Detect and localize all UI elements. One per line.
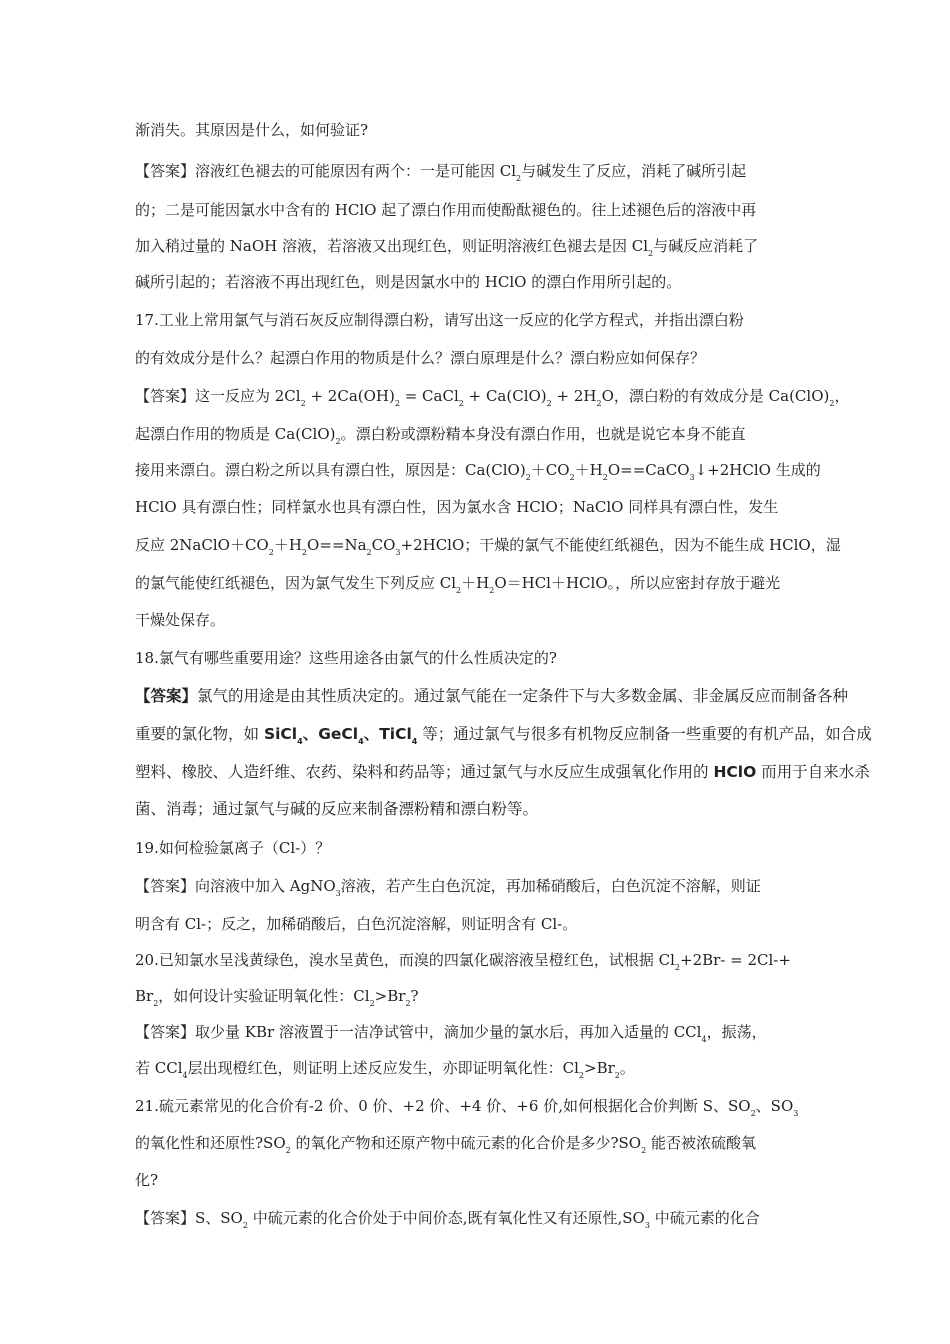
line-text: + 2Ca(OH) bbox=[305, 387, 395, 405]
subscript: 4 bbox=[358, 737, 364, 746]
line-text: 氯气的用途是由其性质决定的。通过氯气能在一定条件下与大多数金属、非金属反应而制备各种 bbox=[197, 687, 849, 705]
answer-tag: 【答案】 bbox=[135, 687, 198, 705]
line-text: 19.如何检验氯离子（Cl-）？ bbox=[135, 839, 331, 857]
line-text: ＋CO bbox=[530, 461, 570, 479]
subscript: 2 bbox=[602, 473, 608, 482]
answer-line bbox=[135, 161, 825, 181]
subscript: 2 bbox=[301, 548, 308, 557]
line-text: 层出现橙红色，则证明上述反应发生，亦即证明氧化性：Cl bbox=[187, 1059, 579, 1077]
line-text: 若 CCl bbox=[135, 1059, 183, 1077]
subscript: 2 bbox=[546, 399, 552, 408]
subscript: 3 bbox=[793, 1109, 799, 1118]
line-text: ， bbox=[834, 387, 850, 405]
answer-line bbox=[135, 876, 825, 896]
text-line bbox=[135, 762, 870, 782]
line-text: 与碱发生了反应，消耗了碱所引起 bbox=[521, 162, 747, 180]
subscript: 2 bbox=[242, 1221, 248, 1230]
question-line bbox=[135, 950, 825, 970]
answer-line bbox=[135, 386, 850, 408]
line-text: ＋H bbox=[273, 536, 302, 554]
line-text: O＝HCl＋HClO。，所以应密封存放于避光 bbox=[494, 574, 781, 592]
subscript: 2 bbox=[569, 473, 575, 482]
text-line bbox=[135, 120, 825, 140]
line-text: 的；二是可能因氯水中含有的 HClO 起了漂白作用而使酚酞褪色的。往上述褪色后的溶液中再 bbox=[135, 201, 757, 219]
line-text: 21.硫元素常见的化合价有-2 价、0 价、+2 价、+4 价、+6 价,如何根据化合价判断 S、SO bbox=[135, 1097, 751, 1115]
line-text: ＋H bbox=[461, 574, 490, 592]
line-text: ↓+2HClO 生成的 bbox=[694, 461, 821, 479]
line-text: 的氧化产物和还原产物中硫元素的化合价是多少?SO bbox=[290, 1134, 642, 1152]
line-text: 化? bbox=[135, 1171, 159, 1189]
line-text: 明含有 Cl-；反之，加稀硝酸后，白色沉淀溶解，则证明含有 Cl-。 bbox=[135, 915, 578, 933]
line-text: 【答案】S、SO bbox=[135, 1209, 243, 1227]
subscript: 4 bbox=[297, 737, 303, 746]
subscript: 2 bbox=[366, 548, 372, 557]
subscript: 2 bbox=[458, 399, 464, 408]
text-line bbox=[135, 1133, 825, 1153]
line-text: 加入稍过量的 NaOH 溶液，若溶液又出现红色，则证明溶液红色褪去是因 Cl bbox=[135, 237, 649, 255]
subscript: 3 bbox=[644, 1221, 650, 1230]
line-text: >Br bbox=[584, 1059, 615, 1077]
line-text: 干燥处保存。 bbox=[135, 611, 226, 629]
line-text: 【答案】溶液红色褪去的可能原因有两个：一是可能因 Cl bbox=[135, 162, 517, 180]
text-line bbox=[135, 272, 825, 292]
line-text: ，振荡， bbox=[706, 1023, 767, 1041]
line-text: 渐消失。其原因是什么，如何验证? bbox=[135, 121, 369, 139]
line-text: 菌、消毒；通过氯气与碱的反应来制备漂粉精和漂白粉等。 bbox=[135, 800, 539, 818]
text-line bbox=[135, 573, 825, 593]
line-text: 能否被浓硫酸氧 bbox=[646, 1134, 756, 1152]
line-text: 的氯气能使红纸褪色，因为氯气发生下列反应 Cl bbox=[135, 574, 457, 592]
subscript: 2 bbox=[153, 999, 159, 1008]
text-line bbox=[135, 497, 825, 517]
line-text: 反应 2NaClO＋CO bbox=[135, 536, 269, 554]
text-line bbox=[135, 535, 841, 557]
text-line bbox=[135, 986, 825, 1006]
line-text: 【答案】向溶液中加入 AgNO bbox=[135, 877, 336, 895]
answer-line bbox=[135, 1022, 825, 1042]
subscript: 2 bbox=[335, 437, 341, 446]
line-text: O==Na bbox=[307, 536, 367, 554]
line-text: +2Br- = 2Cl-+ bbox=[680, 951, 791, 969]
formula-text: 、TiCl bbox=[363, 725, 412, 743]
line-text: 的氧化性和还原性?SO bbox=[135, 1134, 286, 1152]
question-line bbox=[135, 838, 825, 858]
subscript: 2 bbox=[578, 1071, 584, 1080]
line-text: 溶液，若产生白色沉淀，再加稀硝酸后，白色沉淀不溶解，则证 bbox=[340, 877, 761, 895]
text-line bbox=[135, 200, 825, 220]
line-text: 【答案】这一反应为 2Cl bbox=[135, 387, 301, 405]
line-text: + 2H bbox=[551, 387, 597, 405]
subscript: 2 bbox=[525, 473, 531, 482]
line-text: 等；通过氯气与很多有机物反应制备一些重要的有机产品，如合成 bbox=[417, 725, 872, 743]
line-text: >Br bbox=[374, 987, 406, 1005]
question-line bbox=[135, 310, 825, 330]
text-line bbox=[135, 1170, 825, 1190]
subscript: 2 bbox=[829, 399, 835, 408]
line-text: 20.已知氯水呈浅黄绿色，溴水呈黄色，而溴的四氯化碳溶液呈橙红色，试根据 Cl bbox=[135, 951, 675, 969]
subscript: 2 bbox=[456, 586, 462, 595]
line-text: 接用来漂白。漂白粉之所以具有漂白性，原因是：Ca(ClO) bbox=[135, 461, 526, 479]
text-line bbox=[135, 236, 825, 256]
question-line bbox=[135, 648, 825, 668]
subscript: 2 bbox=[369, 999, 375, 1008]
text-line bbox=[135, 1058, 825, 1078]
subscript: 2 bbox=[489, 586, 495, 595]
line-text: = CaCl bbox=[399, 387, 459, 405]
line-text: 起漂白作用的物质是 Ca(ClO) bbox=[135, 425, 336, 443]
subscript: 3 bbox=[395, 548, 401, 557]
formula-text: SiCl bbox=[263, 725, 298, 743]
line-text: 。漂白粉或漂粉精本身没有漂白作用，也就是说它本身不能直 bbox=[340, 425, 746, 443]
line-text: 与碱反应消耗了 bbox=[653, 237, 759, 255]
text-line bbox=[135, 799, 825, 819]
line-text: 17.工业上常用氯气与消石灰反应制得漂白粉，请写出这一反应的化学方程式，并指出漂白粉 bbox=[135, 311, 744, 329]
subscript: 2 bbox=[596, 399, 602, 408]
line-text: 中硫元素的化合价处于中间价态,既有氧化性又有还原性,SO bbox=[247, 1209, 645, 1227]
subscript: 4 bbox=[411, 737, 418, 746]
subscript: 2 bbox=[516, 174, 522, 183]
line-text: ? bbox=[410, 987, 419, 1005]
line-text: 碱所引起的；若溶液不再出现红色，则是因氯水中的 HClO 的漂白作用所引起的。 bbox=[135, 273, 682, 291]
subscript: 3 bbox=[335, 889, 341, 898]
text-line bbox=[135, 424, 825, 444]
line-text: 重要的氯化物，如 bbox=[135, 725, 264, 743]
line-text: 【答案】取少量 KBr 溶液置于一洁净试管中，滴加少量的氯水后，再加入适量的 CCl bbox=[135, 1023, 702, 1041]
line-text: 的有效成分是什么？起漂白作用的物质是什么？漂白原理是什么？漂白粉应如何保存？ bbox=[135, 349, 706, 367]
text-line bbox=[135, 724, 872, 746]
line-text: 、SO bbox=[755, 1097, 794, 1115]
subscript: 2 bbox=[648, 249, 654, 258]
line-text: 。 bbox=[619, 1059, 635, 1077]
subscript: 2 bbox=[285, 1146, 291, 1155]
text-line bbox=[135, 348, 825, 368]
question-line bbox=[135, 1096, 825, 1116]
subscript: 2 bbox=[268, 548, 274, 557]
subscript: 4 bbox=[182, 1071, 188, 1080]
line-text: CO bbox=[371, 536, 396, 554]
line-text: O，漂白粉的有效成分是 Ca(ClO) bbox=[601, 387, 830, 405]
text-line bbox=[135, 610, 825, 630]
answer-line bbox=[135, 686, 849, 706]
line-text: 中硫元素的化合 bbox=[649, 1209, 760, 1227]
line-text: Br bbox=[135, 987, 154, 1005]
line-text: +2HClO；干燥的氯气不能使红纸褪色，因为不能生成 HClO，湿 bbox=[400, 536, 841, 554]
subscript: 2 bbox=[750, 1109, 756, 1118]
subscript: 2 bbox=[614, 1071, 620, 1080]
line-text: + Ca(ClO) bbox=[463, 387, 547, 405]
line-text: HClO 具有漂白性；同样氯水也具有漂白性，因为氯水含 HClO；NaClO 同样具有漂白性，发生 bbox=[135, 498, 779, 516]
subscript: 2 bbox=[405, 999, 411, 1008]
line-text: ＋H bbox=[574, 461, 603, 479]
line-text: ，如何设计实验证明氧化性：Cl bbox=[158, 987, 370, 1005]
subscript: 2 bbox=[300, 399, 306, 408]
line-text: 18.氯气有哪些重要用途？这些用途各由氯气的什么性质决定的? bbox=[135, 649, 557, 667]
subscript: 3 bbox=[689, 473, 695, 482]
line-text: O==CaCO bbox=[607, 461, 690, 479]
line-text: 塑料、橡胶、人造纤维、农药、染料和药品等；通过氯气与水反应生成强氧化作用的 bbox=[135, 763, 714, 781]
line-text: 而用于自来水杀 bbox=[756, 763, 870, 781]
subscript: 2 bbox=[641, 1146, 647, 1155]
text-line bbox=[135, 914, 825, 934]
answer-line bbox=[135, 1208, 825, 1228]
subscript: 4 bbox=[701, 1035, 707, 1044]
formula-text: 、GeCl bbox=[302, 725, 359, 743]
subscript: 2 bbox=[674, 963, 680, 972]
text-line bbox=[135, 460, 825, 480]
subscript: 2 bbox=[394, 399, 400, 408]
formula-text: HClO bbox=[713, 763, 757, 781]
